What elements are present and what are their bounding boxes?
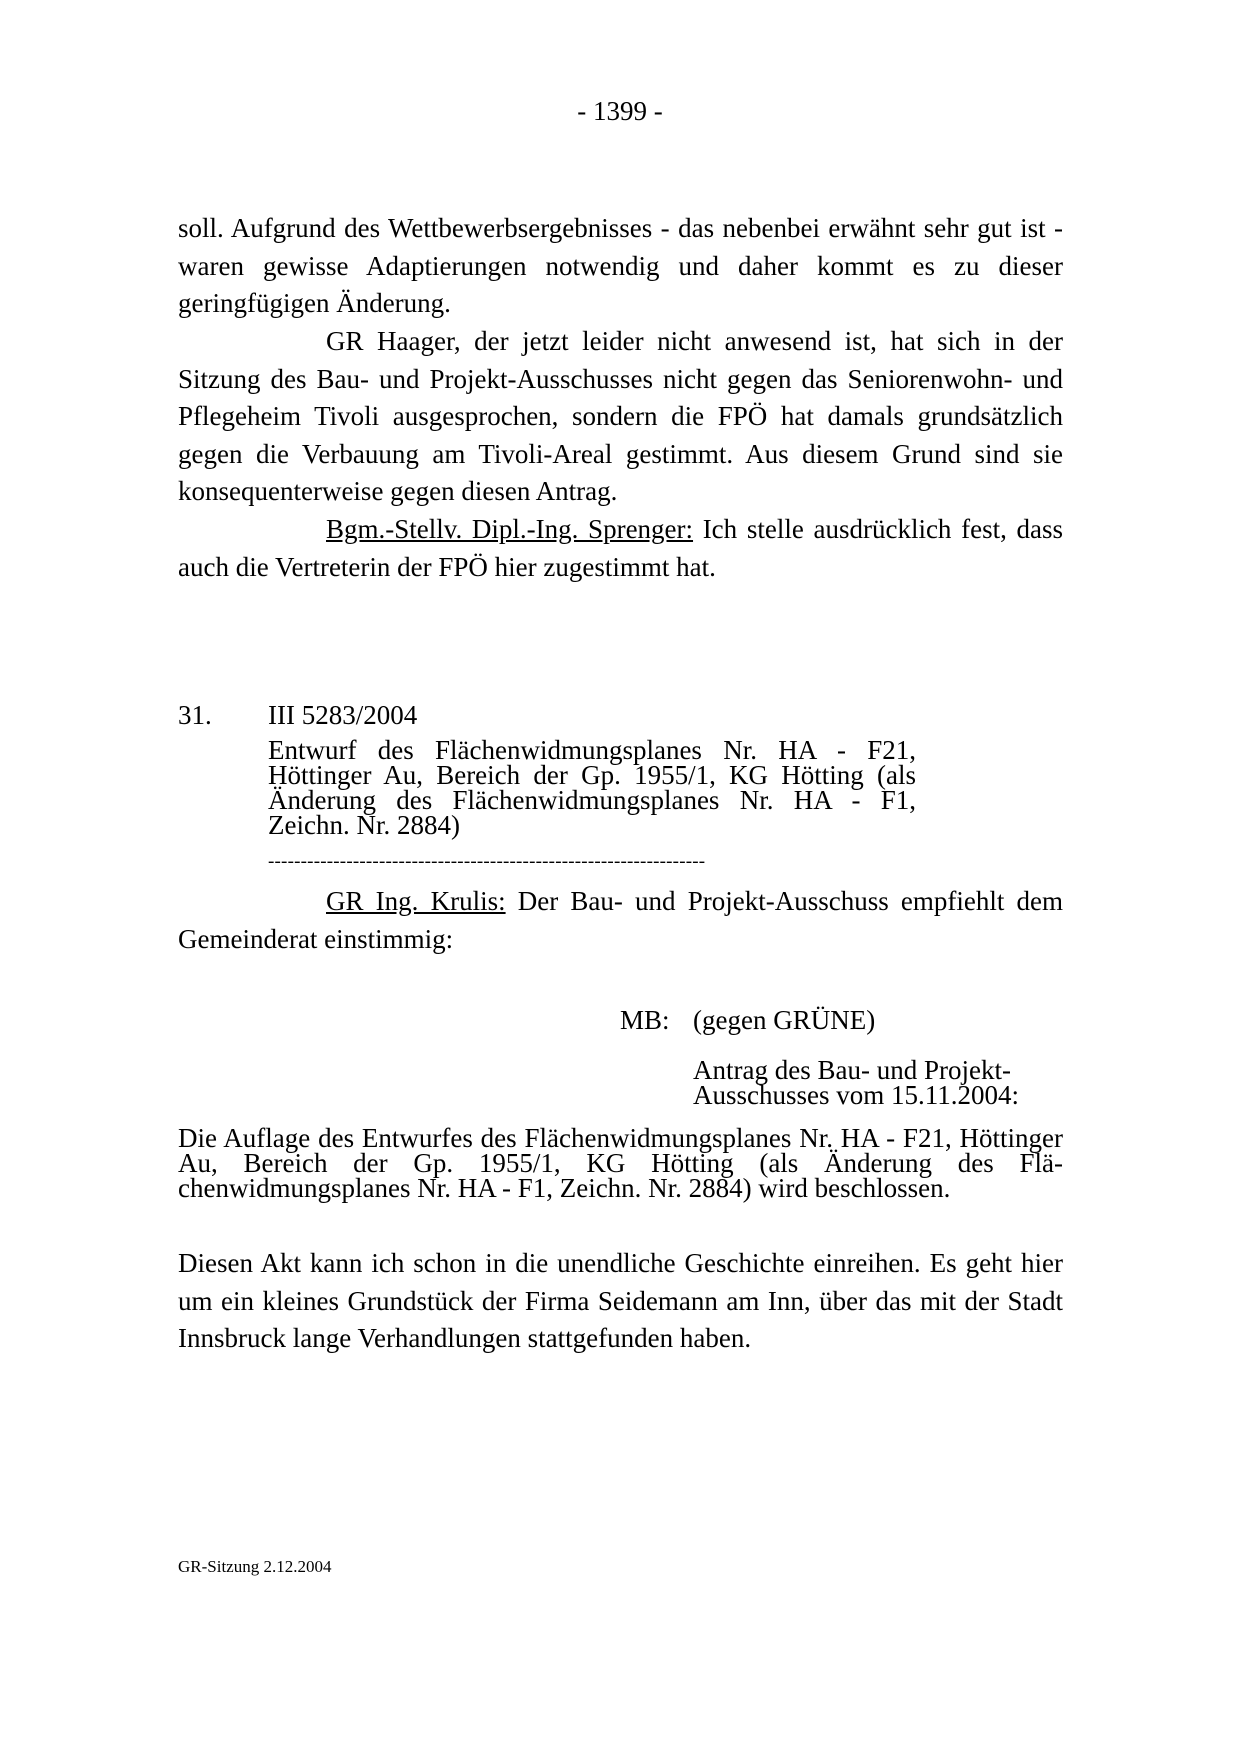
agenda-item-title: Entwurf des Flächenwidmungsplanes Nr. HA - F21, Höttinger Au, Bereich der Gp. 1955/1, KG Hötting (als Änderung des Flächenwidmungsplanes Nr. HA - F1, Zeichn. Nr. 2884): [268, 735, 916, 840]
speaker-krulis: GR Ing. Krulis:: [326, 886, 506, 916]
mb-value: (gegen GRÜNE): [693, 1005, 876, 1035]
motion-heading: Antrag des Bau- und Projekt-Ausschusses vom 15.11.2004:: [693, 1055, 1020, 1110]
agenda-item-reference: III 5283/2004: [268, 700, 418, 730]
resolution-text: Die Auflage des Entwurfes des Flächenwidmungsplanes Nr. HA - F21, Höttinger Au, Bereich der Gp. 1955/1, KG Hötting (als Änderung des Flächenwidmungsplanes Nr. HA - F1, Zeichn. Nr. 2884) wird beschlossen.: [178, 1123, 1063, 1203]
intro-paragraph-2: GR Haager, der jetzt leider nicht anwesend ist, hat sich in der Sitzung des Bau- und Projekt-Ausschusses nicht gegen das Seniorenwohn- und Pflegeheim Tivoli ausgesprochen, sondern die FPÖ hat damals grundsätzlich gegen die Verbauung am Tivoli-Areal gestimmt. Aus diesem Grund sind sie konsequenterweise gegen diesen Antrag.: [178, 326, 1063, 507]
intro-paragraph-1: soll. Aufgrund des Wettbewerbsergebnisses - das nebenbei erwähnt sehr gut ist - waren gewisse Adaptierungen notwendig und daher kommt es zu dieser geringfügigen Änderung.: [178, 213, 1063, 319]
page-number: - 1399 -: [577, 96, 663, 126]
speaker-sprenger: Bgm.-Stellv. Dipl.-Ing. Sprenger:: [326, 514, 694, 544]
krulis-paragraph: [178, 883, 1063, 958]
agenda-item-number: 31.: [178, 700, 212, 730]
title-separator-rule: -------------------------------------------------------------------: [268, 852, 706, 872]
speaker-krulis-statement: Der Bau- und Projekt-Ausschuss empfiehlt dem Gemeinderat einstimmig:: [178, 886, 1064, 954]
speaker-sprenger-statement: Ich stelle ausdrücklich fest, dass auch die Vertreterin der FPÖ hier zugestimmt hat.: [178, 514, 1063, 582]
commentary-paragraph: Diesen Akt kann ich schon in die unendliche Geschichte einreihen. Es geht hier um ein kleines Grundstück der Firma Seidemann am Inn, über das mit der Stadt Innsbruck lange Verhandlungen stattgefunden haben.: [178, 1248, 1063, 1354]
intro-paragraph-3: [178, 511, 1063, 586]
mb-label: MB:: [620, 1005, 670, 1035]
footer-session-date: GR-Sitzung 2.12.2004: [178, 1557, 332, 1576]
